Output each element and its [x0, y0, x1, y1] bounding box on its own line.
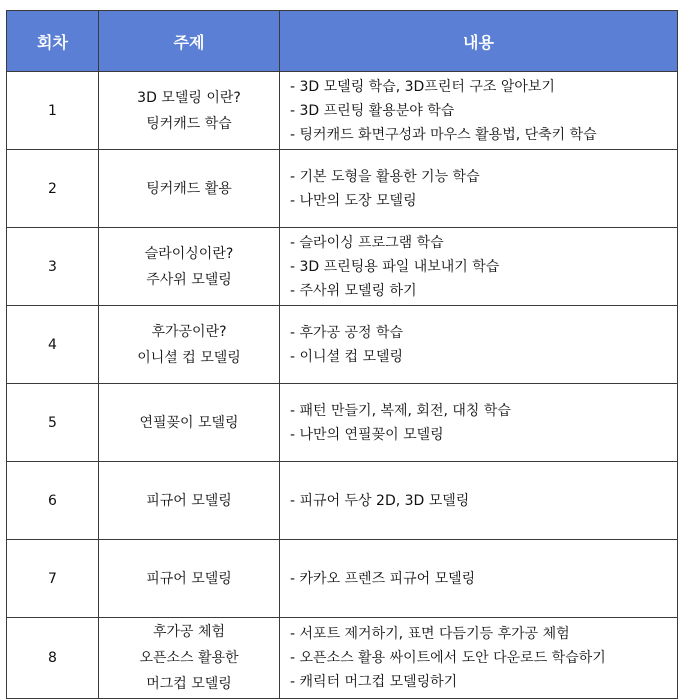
session-number: 4: [7, 306, 99, 384]
header-session: 회차: [7, 11, 99, 72]
table-row: [7, 228, 678, 306]
session-number: 1: [7, 72, 99, 150]
content-item: - 3D 프린팅 활용분야 학습: [290, 99, 676, 123]
topic-cell: [99, 306, 280, 384]
content-item: - 피규어 두상 2D, 3D 모델링: [290, 489, 676, 513]
topic-cell: [99, 72, 280, 150]
header-content: 내용: [280, 11, 678, 72]
content-cell: [280, 150, 678, 228]
content-item: - 주사위 모델링 하기: [290, 279, 676, 303]
topic-line: 연필꽂이 모델링: [139, 414, 239, 431]
topic-line: 후가공 체험: [152, 624, 226, 640]
content-item: - 패턴 만들기, 복제, 회전, 대칭 학습: [290, 399, 676, 423]
topic-line: 피규어 모델링: [146, 492, 232, 509]
content-cell: [280, 540, 678, 618]
table-row: [7, 540, 678, 618]
table-row: [7, 306, 678, 384]
content-cell: [280, 306, 678, 384]
session-number: 7: [7, 540, 99, 618]
content-list: [290, 231, 676, 303]
content-list: [290, 165, 676, 213]
topic-line: 피규어 모델링: [146, 570, 232, 587]
content-item: - 서포트 제거하기, 표면 다듬기등 후가공 체험: [290, 622, 676, 646]
topic-line: 슬라이싱이란?: [144, 245, 234, 262]
topic-line: 주사위 모델링: [146, 271, 232, 288]
content-item: - 후가공 공정 학습: [290, 321, 676, 345]
table-row: [7, 384, 678, 462]
table-body: [7, 72, 678, 699]
content-list: [290, 567, 676, 591]
content-cell: [280, 72, 678, 150]
table-row: [7, 618, 678, 699]
topic-line: 3D 모델링 이란?: [137, 89, 241, 106]
content-item: - 팅커캐드 화면구성과 마우스 활용법, 단축키 학습: [290, 123, 676, 147]
content-item: - 나만의 연필꽂이 모델링: [290, 423, 676, 447]
session-number: 6: [7, 462, 99, 540]
topic-cell: [99, 540, 280, 618]
content-item: - 기본 도형을 활용한 기능 학습: [290, 165, 676, 189]
curriculum-table-wrapper: [6, 10, 678, 699]
table-row: [7, 462, 678, 540]
content-item: - 슬라이싱 프로그램 학습: [290, 231, 676, 255]
content-item: - 나만의 도장 모델링: [290, 189, 676, 213]
table-row: [7, 150, 678, 228]
topic-line: 머그컵 모델링: [146, 676, 232, 692]
topic-line: 팅커캐드 활용: [146, 180, 232, 197]
topic-line: 이니셜 컵 모델링: [137, 349, 241, 366]
topic-line: 오픈소스 활용한: [139, 650, 239, 666]
table-row: [7, 72, 678, 150]
content-list: [290, 399, 676, 447]
content-list: [290, 75, 676, 147]
content-item: - 카카오 프렌즈 피규어 모델링: [290, 567, 676, 591]
session-number: 8: [7, 618, 99, 699]
topic-cell: [99, 384, 280, 462]
content-list: [290, 321, 676, 369]
content-item: - 3D 프린팅용 파일 내보내기 학습: [290, 255, 676, 279]
session-number: 2: [7, 150, 99, 228]
content-item: - 캐릭터 머그컵 모델링하기: [290, 670, 676, 694]
content-list: [290, 489, 676, 513]
content-cell: [280, 618, 678, 699]
topic-line: 팅커캐드 학습: [146, 115, 232, 132]
topic-cell: [99, 150, 280, 228]
header-topic: 주제: [99, 11, 280, 72]
curriculum-table: [6, 10, 678, 699]
topic-line: 후가공이란?: [151, 323, 227, 340]
topic-cell: [99, 462, 280, 540]
table-header-row: [7, 11, 678, 72]
topic-cell: [99, 618, 280, 699]
content-item: - 오픈소스 활용 싸이트에서 도안 다운로드 학습하기: [290, 646, 676, 670]
content-item: - 3D 모델링 학습, 3D프린터 구조 알아보기: [290, 75, 676, 99]
session-number: 3: [7, 228, 99, 306]
content-cell: [280, 384, 678, 462]
content-cell: [280, 228, 678, 306]
topic-cell: [99, 228, 280, 306]
content-list: [290, 622, 676, 694]
session-number: 5: [7, 384, 99, 462]
content-cell: [280, 462, 678, 540]
content-item: - 이니셜 컵 모델링: [290, 345, 676, 369]
